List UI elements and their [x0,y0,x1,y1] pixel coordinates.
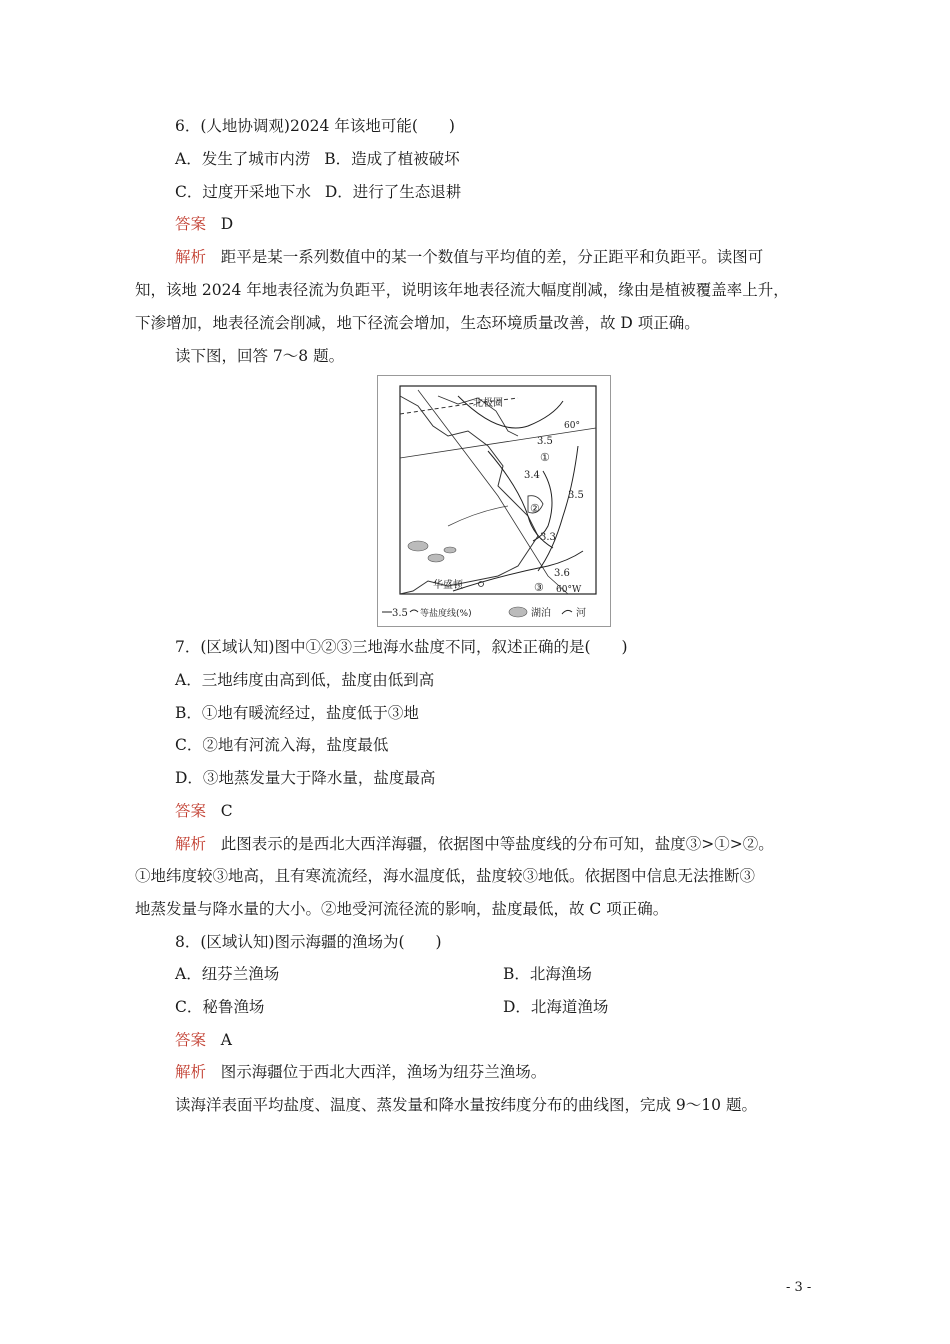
marker-1: ① [540,451,550,464]
lake-2 [428,554,444,562]
lake-3 [444,547,456,553]
answer-label: 答案 [175,1031,207,1049]
meridian-60w-line [418,390,568,594]
q7-analysis-line2: ①地纬度较③地高，且有寒流流经，海水温度低，盐度较③地低。依据图中信息无法推断③ [135,867,756,885]
q7-analysis-line1 [175,833,774,855]
q8-answer [175,1029,232,1051]
label-washington: 华盛顿 [433,580,463,591]
analysis-text: 此图表示的是西北大西洋海疆，依据图中等盐度线的分布可知，盐度③>①>②。 [220,835,774,853]
map-frame [400,386,596,594]
intro-q7-8: 读下图，回答 7～8 题。 [175,347,345,365]
legend-iso-tilde-icon [410,610,418,612]
answer-value: D [220,215,234,233]
analysis-label: 解析 [175,248,207,266]
q6-option-a: A．发生了城市内涝 [175,150,311,168]
q6-analysis-line3: 下渗增加，地表径流会削减，地下径流会增加，生态环境质量改善，故 D 项正确。 [135,314,700,332]
q6-options-row1 [175,148,460,170]
q7-option-c: C．②地有河流入海，盐度最低 [175,736,389,754]
answer-label: 答案 [175,215,207,233]
q6-stem: 6．(人地协调观)2024 年该地可能( ) [175,117,455,135]
q6-option-b: B．造成了植被破坏 [324,150,460,168]
q8-option-b: B．北海渔场 [503,965,592,983]
marker-2: ② [530,502,540,515]
legend-river-icon [562,610,572,614]
q7-option-a: A．三地纬度由高到低，盐度由低到高 [175,671,435,689]
answer-value: A [220,1031,232,1049]
salinity-map-svg [378,376,610,626]
analysis-label: 解析 [175,835,207,853]
latitude-60-line [400,428,596,458]
legend-lake-label: 湖泊 [531,608,551,619]
legend-iso-value: 3.5 [392,608,408,619]
analysis-text: 距平是某一系列数值中的某一个数值与平均值的差，分正距平和负距平。读图可 [220,248,764,266]
label-lon-60w: 60°W [556,585,582,595]
answer-value: C [220,802,233,820]
q6-option-d: D．进行了生态退耕 [324,183,462,201]
isohaline-3-5-east [538,446,578,571]
analysis-text: 图示海疆位于西北大西洋，渔场为纽芬兰渔场。 [220,1063,547,1081]
page-number: - 3 - [786,1280,812,1295]
label-iso-3-3: 3.3 [540,532,556,543]
marker-3: ③ [534,581,544,594]
legend-river-label: 河 [576,608,586,619]
q8-stem: 8．(区域认知)图示海疆的渔场为( ) [175,933,442,951]
intro-q9-10: 读海洋表面平均盐度、温度、蒸发量和降水量按纬度分布的曲线图，完成 9～10 题。 [175,1096,757,1114]
label-iso-3-4: 3.4 [524,470,540,481]
analysis-label: 解析 [175,1063,207,1081]
label-iso-3-5a: 3.5 [537,436,553,447]
answer-label: 答案 [175,802,207,820]
q6-analysis-line1 [175,246,763,268]
q7-analysis-line3: 地蒸发量与降水量的大小。②地受河流径流的影响，盐度最低，故 C 项正确。 [135,900,669,918]
q6-option-c: C．过度开采地下水 [175,183,311,201]
legend-iso-label: 等盐度线(%) [420,609,472,619]
salinity-map-figure [377,375,611,627]
q7-option-b: B．①地有暖流经过，盐度低于③地 [175,704,419,722]
q8-option-a: A．纽芬兰渔场 [175,965,280,983]
q6-analysis-line2: 知，该地 2024 年地表径流为负距平，说明该年地表径流大幅度削减，缘由是植被覆盖率上升， [135,281,789,299]
q7-option-d: D．③地蒸发量大于降水量，盐度最高 [175,769,436,787]
q7-answer [175,800,233,822]
q8-option-c: C．秘鲁渔场 [175,998,265,1016]
q8-analysis [175,1061,546,1083]
lake-1 [408,541,428,551]
legend-lake-icon [509,607,527,617]
label-arctic-circle: 北极圈 [473,398,503,409]
river [448,506,508,526]
label-lat-60: 60° [564,421,580,431]
q6-options-row2 [175,181,461,203]
q6-answer [175,213,233,235]
q7-stem: 7．(区域认知)图中①②③三地海水盐度不同，叙述正确的是( ) [175,638,628,656]
label-iso-3-5b: 3.5 [568,490,584,501]
coastline [400,396,538,594]
label-iso-3-6: 3.6 [554,568,570,579]
q8-option-d: D．北海道渔场 [503,998,609,1016]
